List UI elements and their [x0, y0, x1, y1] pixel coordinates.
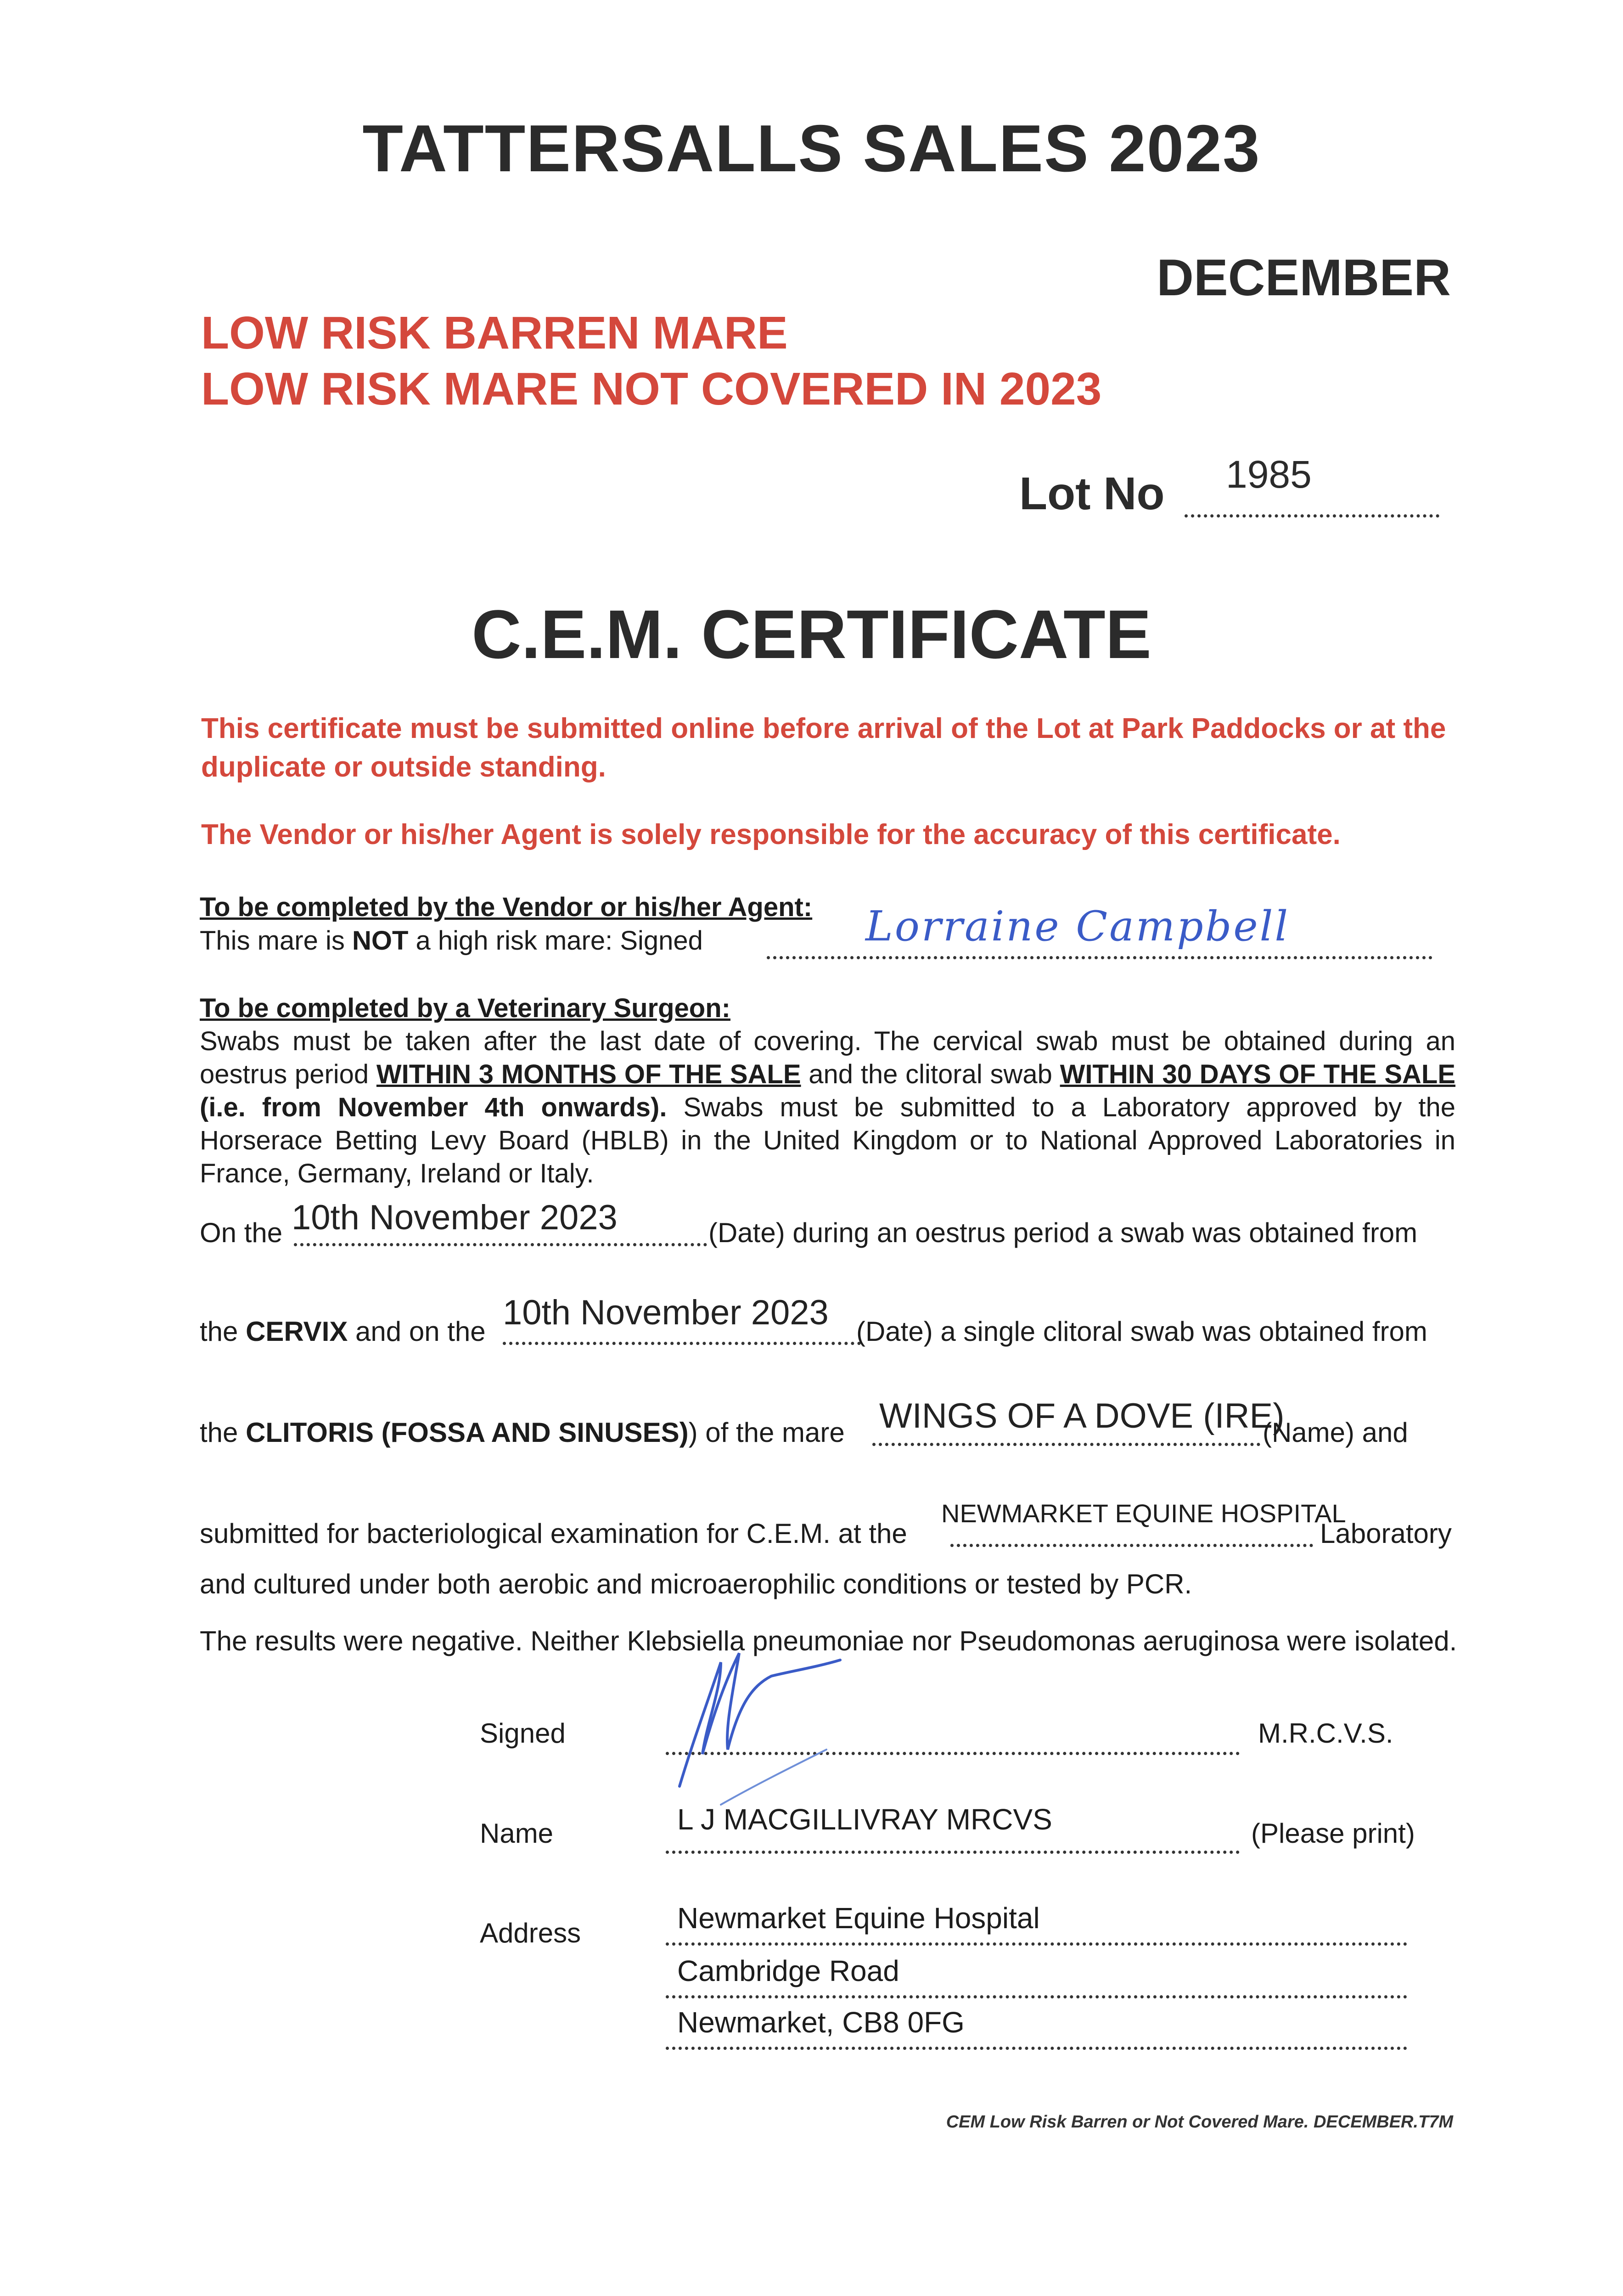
vet-name-value: L J MACGILLIVRAY MRCVS [677, 1803, 1052, 1836]
vet-instructions: Swabs must be taken after the last date of covering. The cervical swab must be obtained during an oestrus period WITHIN 3 MONTHS OF THE SALE and the clitoral swab WITHIN 30 DAYS OF THE SALE (i.e. from November 4th onwards). Swabs must be submitted to a Laboratory approved by the Horserace Betting Levy Board (HBLB) in the United Kingdom or to National Approved Laboratories in France, Germany, Ireland or Italy. [200, 1026, 1456, 1188]
vet-signed-label: Signed [480, 1718, 566, 1749]
vendor-section-heading: To be completed by the Vendor or his/her Agent: [200, 892, 813, 922]
address-line-3: Newmarket, CB8 0FG [677, 2006, 965, 2039]
clitoral-date-row: the CERVIX and on the 10th November 2023 (Date) a single clitoral swab was obtained from [200, 1293, 1427, 1347]
responsibility-notice: The Vendor or his/her Agent is solely responsible for the accuracy of this certificate. [201, 819, 1341, 850]
sale-month: DECEMBER [1157, 249, 1451, 306]
mare-name-value: WINGS OF A DOVE (IRE) [879, 1396, 1285, 1435]
vendor-signature: Lorraine Campbell [865, 902, 1290, 951]
mare-name-row: the CLITORIS (FOSSA AND SINUSES)) of the mare WINGS OF A DOVE (IRE) (Name) and [200, 1396, 1408, 1448]
address-line-1: Newmarket Equine Hospital [677, 1902, 1040, 1935]
culture-statement: and cultured under both aerobic and microaerophilic conditions or tested by PCR. [200, 1569, 1192, 1599]
address-line-2: Cambridge Road [677, 1954, 899, 1987]
cervix-date-row: On the 10th November 2023 (Date) during an oestrus period a swab was obtained from [200, 1198, 1418, 1248]
form-reference: CEM Low Risk Barren or Not Covered Mare. DECEMBER.T7M [946, 2112, 1453, 2132]
mrcvs-label: M.R.C.V.S. [1258, 1718, 1393, 1749]
vendor-statement: This mare is NOT a high risk mare: Signed [200, 926, 703, 956]
vet-signature-mark [652, 1635, 845, 1809]
vet-section-heading: To be completed by a Veterinary Surgeon: [200, 993, 730, 1023]
laboratory-row: submitted for bacteriological examination for C.E.M. at the NEWMARKET EQUINE HOSPITAL Laboratory [200, 1499, 1452, 1549]
address-label: Address [480, 1918, 581, 1948]
results-statement: The results were negative. Neither Klebsiella pneumoniae nor Pseudomonas aeruginosa were isolated. [200, 1626, 1457, 1656]
submission-notice: This certificate must be submitted online before arrival of the Lot at Park Paddocks or at the duplicate or outside standing. [201, 713, 1446, 783]
lot-number-field[interactable] [1185, 482, 1439, 518]
laboratory-value: NEWMARKET EQUINE HOSPITAL [941, 1499, 1346, 1528]
certificate-title: C.E.M. CERTIFICATE [472, 596, 1151, 673]
vet-name-label: Name [480, 1818, 554, 1849]
vet-name-field[interactable] [666, 1837, 1240, 1854]
mare-category-1: LOW RISK BARREN MARE [201, 307, 788, 359]
clitoral-date-value: 10th November 2023 [503, 1293, 829, 1332]
cervix-date-value: 10th November 2023 [292, 1198, 618, 1237]
page-title: TATTERSALLS SALES 2023 [362, 111, 1261, 186]
mare-category-2: LOW RISK MARE NOT COVERED IN 2023 [201, 363, 1102, 415]
lot-label: Lot No [1019, 468, 1165, 519]
lot-number-value: 1985 [1226, 453, 1312, 496]
please-print-label: (Please print) [1251, 1818, 1415, 1849]
laboratory-field[interactable] [950, 1529, 1313, 1547]
